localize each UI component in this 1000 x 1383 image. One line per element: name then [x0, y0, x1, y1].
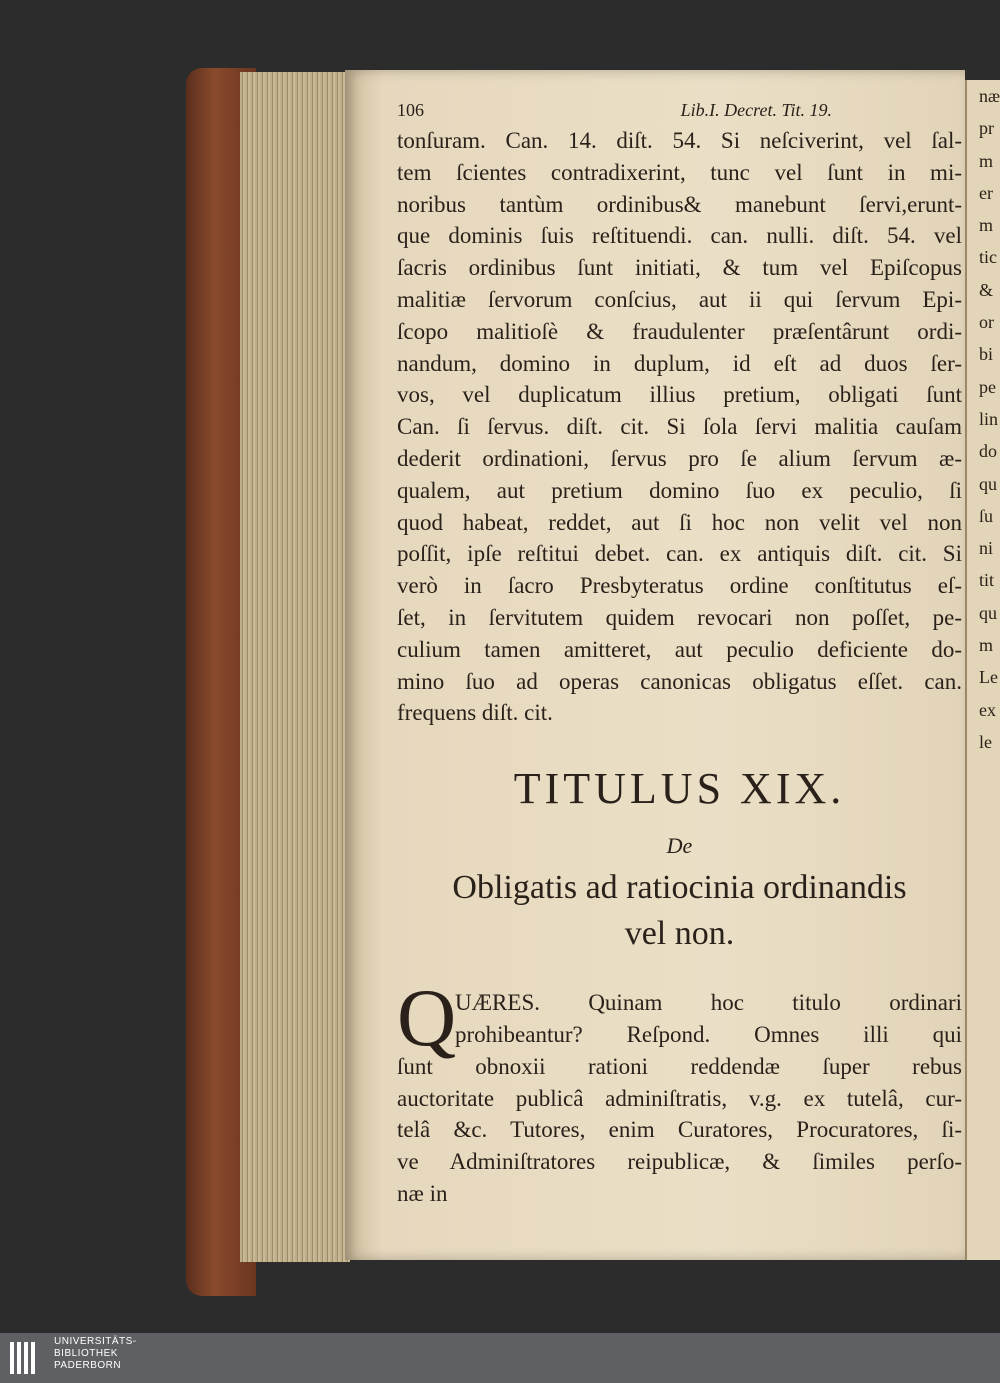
running-header — [397, 100, 962, 121]
page-text — [397, 100, 962, 1210]
text-line: qualem, aut pretium domino ſuo ex peculio, ſi — [397, 477, 962, 503]
text-line: Can. ſi ſervus. diſt. cit. Si ſola ſervi malitia cauſam — [397, 414, 962, 440]
text-line: quod habeat, reddet, aut ſi hoc non velit vel non — [397, 509, 962, 535]
page-number: 106 — [397, 100, 424, 120]
facing-page-fragment: ex — [979, 699, 996, 720]
facing-page-fragment: pr — [979, 118, 994, 139]
text-line: verò in ſacro Presbyteratus ordine conſtitutus eſ- — [397, 573, 962, 599]
facing-page-fragment: ni — [979, 538, 994, 559]
text-line: tonſuram. Can. 14. diſt. 54. Si neſciverint, vel ſal- — [397, 128, 962, 153]
footer-bar — [0, 1333, 1000, 1383]
text-line: mino ſuo ad operas canonicas obligatus eſſet. can. — [397, 668, 962, 694]
facing-page-edge — [965, 80, 1000, 1260]
text-line: næ in — [397, 1180, 448, 1206]
facing-page-fragment: Le — [979, 667, 998, 688]
text-line: UÆRES. Quinam hoc titulo ordinari — [455, 990, 962, 1016]
facing-page-fragment: tit — [979, 570, 995, 591]
text-line: prohibeantur? Reſpond. Omnes illi qui — [455, 1021, 962, 1047]
facing-page-fragment: do — [979, 441, 997, 462]
facing-page-fragment: ſu — [979, 505, 994, 526]
facing-page-fragment: qu — [979, 473, 997, 494]
text-line: tem ſcientes contradixerint, tunc vel ſunt in mi- — [397, 159, 962, 185]
facing-page-fragment: lin — [979, 408, 999, 429]
library-logo-icon — [8, 1340, 44, 1376]
text-line: ſunt obnoxii rationi reddendæ ſuper rebus — [397, 1053, 962, 1079]
text-line: nandum, domino in duplum, id eſt ad duos ſer- — [397, 350, 962, 376]
section-subtitle — [397, 865, 962, 957]
text-line: ſacris ordinibus ſunt initiati, & tum vel Epiſcopus — [397, 255, 962, 281]
text-line: telâ &c. Tutores, enim Curatores, Procuratores, ſi- — [397, 1117, 962, 1143]
library-logo-text — [54, 1336, 137, 1372]
facing-page-fragment: & — [979, 279, 994, 300]
facing-page-fragment: næ — [979, 86, 1000, 106]
subtitle-line: vel non. — [624, 915, 735, 953]
paragraph — [397, 972, 962, 1210]
facing-page-fragment: m — [979, 215, 994, 236]
facing-page-fragment: m — [979, 635, 994, 656]
logo-line: PADERBORN — [54, 1360, 122, 1371]
facing-page-fragment: er — [979, 182, 993, 203]
text-line: dederit ordinationi, ſervus pro ſe alium ſervum æ- — [397, 445, 962, 471]
body-text — [397, 125, 962, 729]
text-line: que dominis ſuis reſtituendi. can. nulli. diſt. 54. vel — [397, 223, 962, 249]
subtitle-line: Obligatis ad ratiocinia ordinandis — [452, 869, 907, 907]
drop-cap: Q — [397, 972, 457, 1064]
page-edges — [240, 72, 350, 1262]
text-line: ſcopo malitioſè & fraudulenter præſentârunt ordi- — [397, 318, 962, 344]
paragraph-lines — [397, 987, 962, 1210]
text-line: culium tamen amitteret, aut peculio deficiente do- — [397, 636, 962, 662]
facing-page-fragment: qu — [979, 602, 997, 623]
text-line: poſſit, ipſe reſtitui debet. can. ex antiquis diſt. cit. Si — [397, 541, 962, 567]
running-head: Lib.I. Decret. Tit. 19. — [680, 100, 832, 120]
facing-page-fragment: pe — [979, 376, 996, 397]
logo-line: UNIVERSITÄTS- — [54, 1336, 137, 1347]
facing-page-fragment: bi — [979, 344, 994, 365]
text-line: vos, vel duplicatum illius pretium, obligati ſunt — [397, 382, 962, 408]
text-line: malitiæ ſervorum conſcius, aut ii qui ſervum Epi- — [397, 286, 962, 312]
section-de: De — [666, 833, 693, 859]
text-line: frequens diſt. cit. — [397, 700, 553, 726]
facing-page-fragment: m — [979, 150, 994, 171]
facing-page-fragment: or — [979, 312, 994, 333]
text-line: auctoritate publicâ adminiſtratis, v.g. ex tutelâ, cur- — [397, 1085, 962, 1111]
text-line: ſet, in ſervitutem quidem revocari non poſſet, pe- — [397, 604, 962, 630]
facing-page-fragment: tic — [979, 247, 997, 268]
text-line: noribus tantùm ordinibus& manebunt ſervi,erunt- — [397, 191, 962, 217]
section-title: TITULUS XIX. — [513, 764, 846, 814]
logo-line: BIBLIOTHEK — [54, 1348, 118, 1359]
text-line: ve Adminiſtratores reipublicæ, & ſimiles perſo- — [397, 1149, 962, 1175]
facing-page-fragment: le — [979, 731, 992, 752]
